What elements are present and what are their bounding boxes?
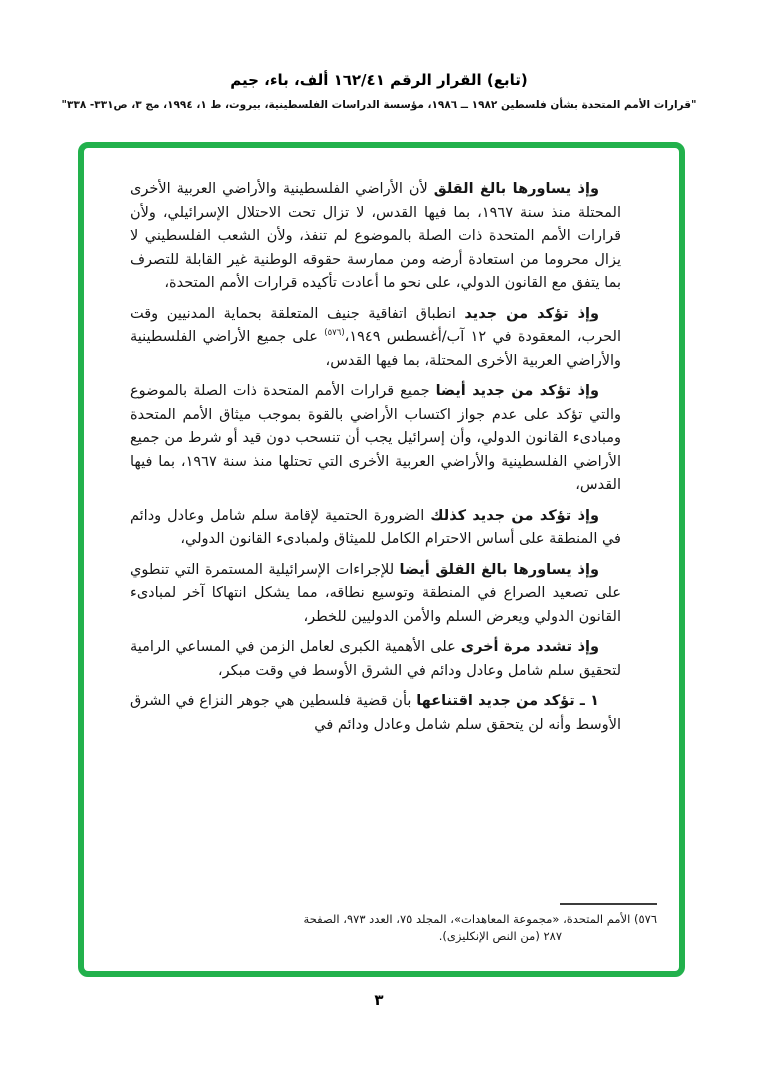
footnote-reference: (٥٧٦) — [324, 328, 345, 339]
paragraph: وإذ تشدد مرة أخرى على الأهمية الكبرى لعامل الزمن في المساعي الرامية لتحقيق سلم شامل وعادل ودائم في الشرق الأوسط في وقت مبكر، — [130, 639, 621, 679]
footnote — [114, 903, 657, 945]
document-paragraphs — [130, 178, 621, 744]
footnote-text: الأمم المتحدة، «مجموعة المعاهدات»، المجلد ٧٥، العدد ٩٧٣، الصفحة — [303, 912, 634, 926]
footnote-marker: ٥٧٦) — [633, 912, 657, 926]
paragraph: وإذ تؤكد من جديد أيضا جميع قرارات الأمم المتحدة ذات الصلة بالموضوع والتي تؤكد على عدم جواز اكتساب الأراضي بالقوة بموجب ميثاق الأمم المتحدة ومبادىء القانون الدولي، وأن إسرائيل يجب أن تنسحب دون قيد أو شرط من جميع الأراضي الفلسطينية والأراضي العربية الأخرى التي تحتلها منذ سنة ١٩٦٧، بما فيها القدس، — [130, 383, 621, 493]
green-frame — [78, 142, 685, 977]
paragraph: وإذ تؤكد من جديد كذلك الضرورة الحتمية لإقامة سلم شامل وعادل ودائم في المنطقة على أساس الاحترام الكامل للميثاق ولمبادىء القانون الدولي، — [130, 507, 621, 547]
footnote-separator-rule — [560, 903, 657, 905]
paragraph-lead-phrase: وإذ يساورها بالغ القلق أيضا — [399, 561, 599, 578]
paragraph: ١ ـ تؤكد من جديد اقتناعها بأن قضية فلسطين هي جوهر النزاع في الشرق الأوسط وأنه لن يتحقق سلم شامل وعادل ودائم في — [130, 693, 621, 733]
paragraph-lead-phrase: وإذ يساورها بالغ القلق — [433, 181, 599, 197]
page-number: ٣ — [374, 991, 384, 1009]
paragraph-lead-phrase: وإذ تؤكد من جديد أيضا — [435, 383, 600, 399]
paragraph-lead-phrase: ١ ـ تؤكد من جديد اقتناعها — [416, 693, 599, 709]
paragraph-lead-phrase: وإذ تشدد مرة أخرى — [460, 639, 600, 655]
source-citation-line: "قرارات الأمم المتحدة بشأن فلسطين ١٩٨٢ ــ ١٩٨٦، مؤسسة الدراسات الفلسطينية، بيروت، ط ١، ١٩٩٤، مج ٣، ص٣٣١- ٣٣٨" — [61, 99, 697, 111]
paragraph-lead-phrase: وإذ تؤكد من جديد كذلك — [430, 507, 599, 524]
paragraph: وإذ يساورها بالغ القلق أيضا للإجراءات الإسرائيلية المستمرة التي تنطوي على تصعيد الصراع في المنطقة وتوسيع نطاقه، مما يشكل انتهاكا آخر لمبادىء القانون الدولي ويعرض السلم والأمن الدوليين للخطر، — [130, 561, 621, 625]
footnote-line-1 — [114, 911, 657, 928]
paragraph: وإذ يساورها بالغ القلق لأن الأراضي الفلسطينية والأراضي العربية الأخرى المحتلة منذ سنة ١٩٦٧، بما فيها القدس، لا تزال تحت الاحتلال الإسرائيلي، ولأن قرارات الأمم المتحدة ذات الصلة بالموضوع لم تنفذ، ولأن الشعب الفلسطيني لا يزال محروما من استعادة أرضه ومن ممارسة حقوقه الوطنية غير القابلة للتصرف بما يتفق مع القانون الدولي، على نحو ما أعادت تأكيده قرارات الأمم المتحدة، — [130, 181, 621, 291]
footnote-line-2: ٢٨٧ (من النص الإنكليزى). — [438, 929, 562, 943]
paragraph: وإذ تؤكد من جديد انطباق اتفاقية جنيف المتعلقة بحماية المدنيين وقت الحرب، المعقودة في ١٢ آب/أغسطس ١٩٤٩،$^{(٥٧٦)}$ على جميع الأراضي الفلسطينية والأراضي العربية الأخرى المحتلة، بما فيها القدس، — [130, 305, 621, 369]
paragraph-lead-phrase: وإذ تؤكد من جديد — [464, 305, 599, 322]
page-title: (تابع) القرار الرقم ١٦٢/٤١ ألف، باء، جيم — [230, 71, 528, 89]
